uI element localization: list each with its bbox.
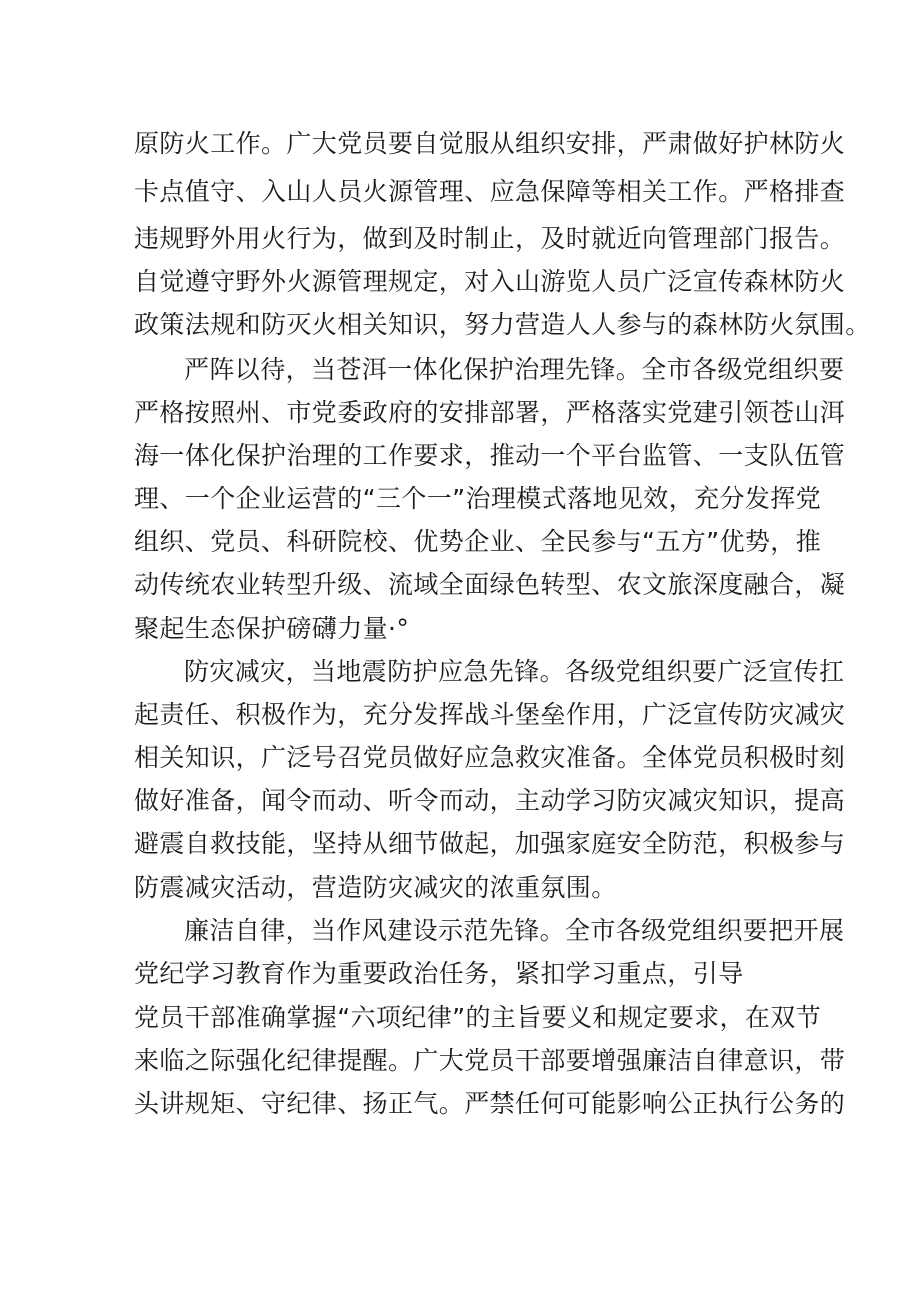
text-line: 动传统农业转型升级、流域全面绿色转型、农文旅深度融合，凝 [134,570,846,599]
text-line: 做好准备，闻令而动、听令而动，主动学习防灾减灾知识，提高 [134,786,846,815]
text-line: 组织、党员、科研院校、优势企业、全民参与“五方”优势，推 [134,527,822,556]
text-line: 严格按照州、市党委政府的安排部署，严格落实党建引领苍山洱 [134,398,846,427]
paragraph-heading-line: 廉洁自律，当作风建设示范先锋。全市各级党组织要把开展 [184,916,845,945]
text-line: 聚起生态保护磅礴力量·° [134,614,410,643]
text-line: 党员干部准确掌握“六项纪律”的主旨要义和规定要求，在双节 [134,1003,822,1032]
paragraph-heading-line: 防灾减灾，当地震防护应急先锋。各级党组织要广泛宣传扛 [184,657,845,686]
text-line: 原防火工作。广大党员要自觉服从组织安排，严肃做好护林防火 [134,129,846,158]
text-line: 防震减灾活动，营造防灾减灾的浓重氛围。 [134,873,617,902]
text-line: 政策法规和防灭火相关知识，努力营造人人参与的森林防火氛围。 [134,310,871,339]
text-line: 来临之际强化纪律提醒。广大党员干部要增强廉洁自律意识，带 [134,1046,846,1075]
text-line: 理、一个企业运营的“三个一”治理模式落地见效，充分发挥党 [134,484,822,513]
text-line: 违规野外用火行为，做到及时制止，及时就近向管理部门报告。 [134,224,846,253]
text-line: 海一体化保护治理的工作要求，推动一个平台监管、一支队伍管 [134,441,846,470]
text-line: 避震自救技能，坚持从细节做起，加强家庭安全防范，积极参与 [134,829,846,858]
text-line: 起责任、积极作为，充分发挥战斗堡垒作用，广泛宣传防灾减灾 [134,700,846,729]
text-line: 相关知识，广泛号召党员做好应急救灾准备。全体党员积极时刻 [134,743,846,772]
text-line: 党纪学习教育作为重要政治任务，紧扣学习重点，引导 [134,959,744,988]
paragraph-heading-line: 严阵以待，当苍洱一体化保护治理先锋。全市各级党组织要 [184,355,845,384]
text-line: 自觉遵守野外火源管理规定，对入山游览人员广泛宣传森林防火 [134,267,846,296]
text-line: 卡点值守、入山人员火源管理、应急保障等相关工作。严格排查 [134,177,846,206]
text-line: 头讲规矩、守纪律、扬正气。严禁任何可能影响公正执行公务的 [134,1089,846,1118]
